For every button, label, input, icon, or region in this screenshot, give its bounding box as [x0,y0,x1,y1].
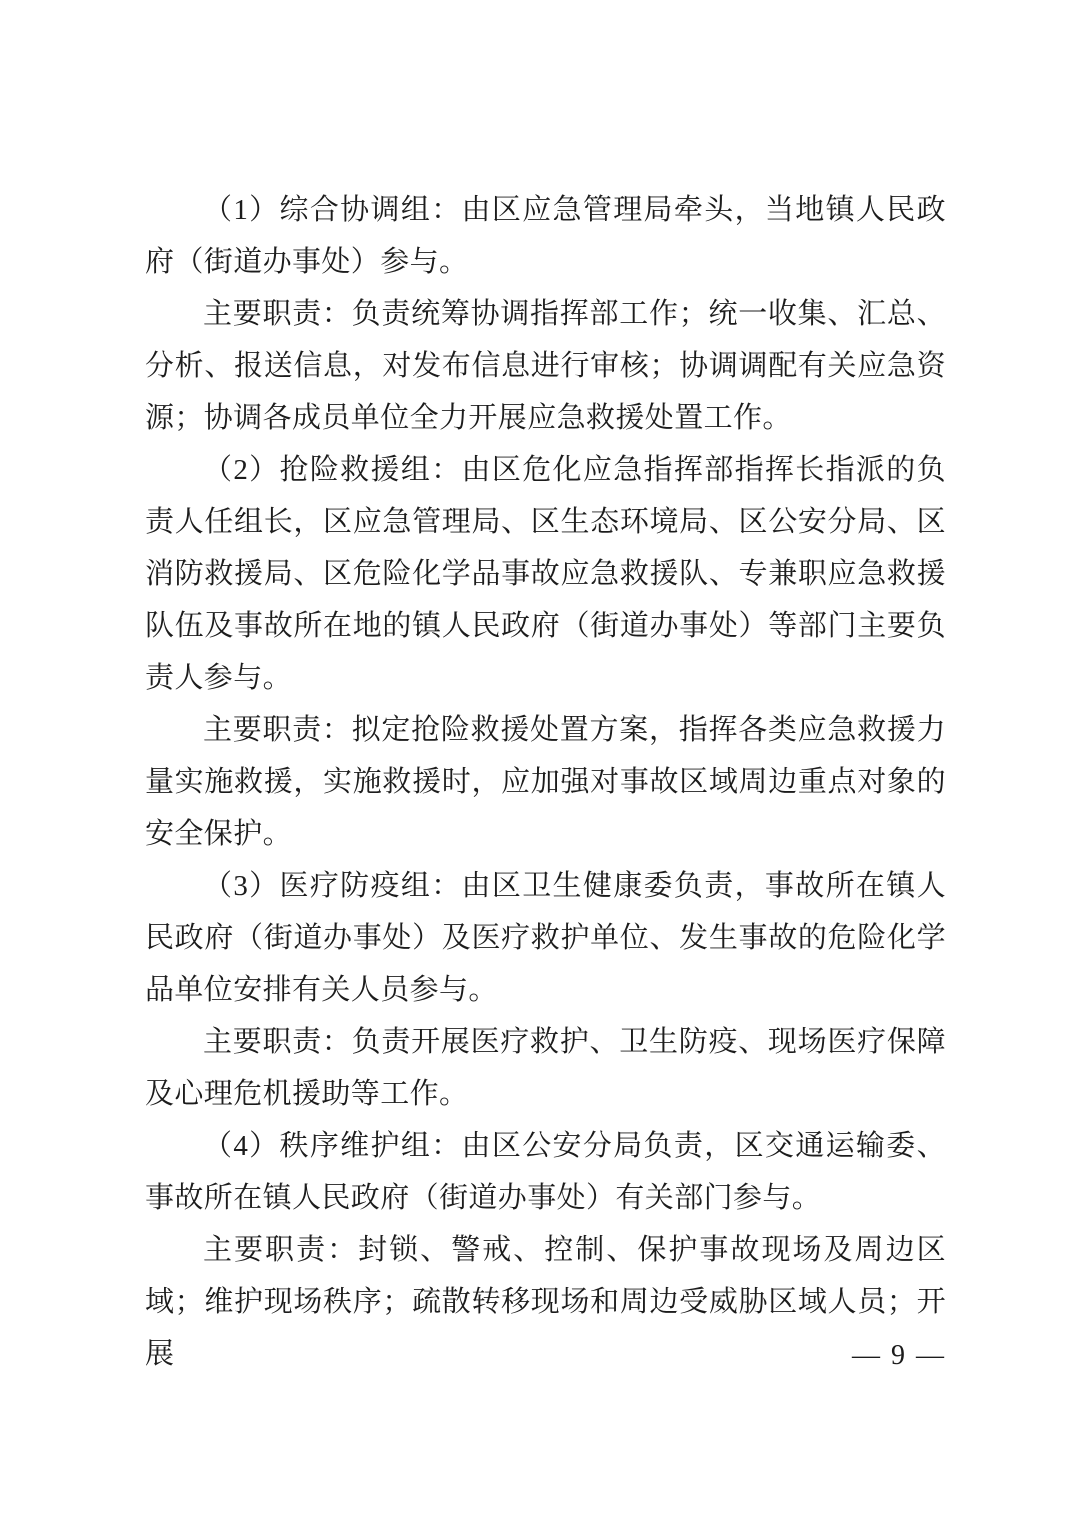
paragraph-group-2-duties: 主要职责：拟定抢险救援处置方案，指挥各类应急救援力量实施救援，实施救援时，应加强对事故区域周边重点对象的安全保护。 [145,714,946,850]
paragraph-group-4-duties: 主要职责：封锁、警戒、控制、保护事故现场及周边区域；维护现场秩序；疏散转移现场和周边受威胁区域人员；开展 [145,1234,946,1370]
page-number: — 9 — [852,1340,946,1371]
page-body [145,184,946,1380]
paragraph-group-3-medical: （3）医疗防疫组：由区卫生健康委负责，事故所在镇人民政府（街道办事处）及医疗救护单位、发生事故的危险化学品单位安排有关人员参与。 [145,870,946,1006]
paragraph-group-3-duties: 主要职责：负责开展医疗救护、卫生防疫、现场医疗保障及心理危机援助等工作。 [145,1026,946,1110]
paragraph-group-4-order: （4）秩序维护组：由区公安分局负责，区交通运输委、事故所在镇人民政府（街道办事处）有关部门参与。 [145,1130,946,1214]
paragraph-group-1-coordination: （1）综合协调组：由区应急管理局牵头，当地镇人民政府（街道办事处）参与。 [145,194,946,278]
paragraph-group-1-duties: 主要职责：负责统筹协调指挥部工作；统一收集、汇总、分析、报送信息，对发布信息进行审核；协调调配有关应急资源；协调各成员单位全力开展应急救援处置工作。 [145,298,946,434]
paragraph-group-2-rescue: （2）抢险救援组：由区危化应急指挥部指挥长指派的负责人任组长，区应急管理局、区生态环境局、区公安分局、区消防救援局、区危险化学品事故应急救援队、专兼职应急救援队伍及事故所在地的镇人民政府（街道办事处）等部门主要负责人参与。 [145,454,946,694]
